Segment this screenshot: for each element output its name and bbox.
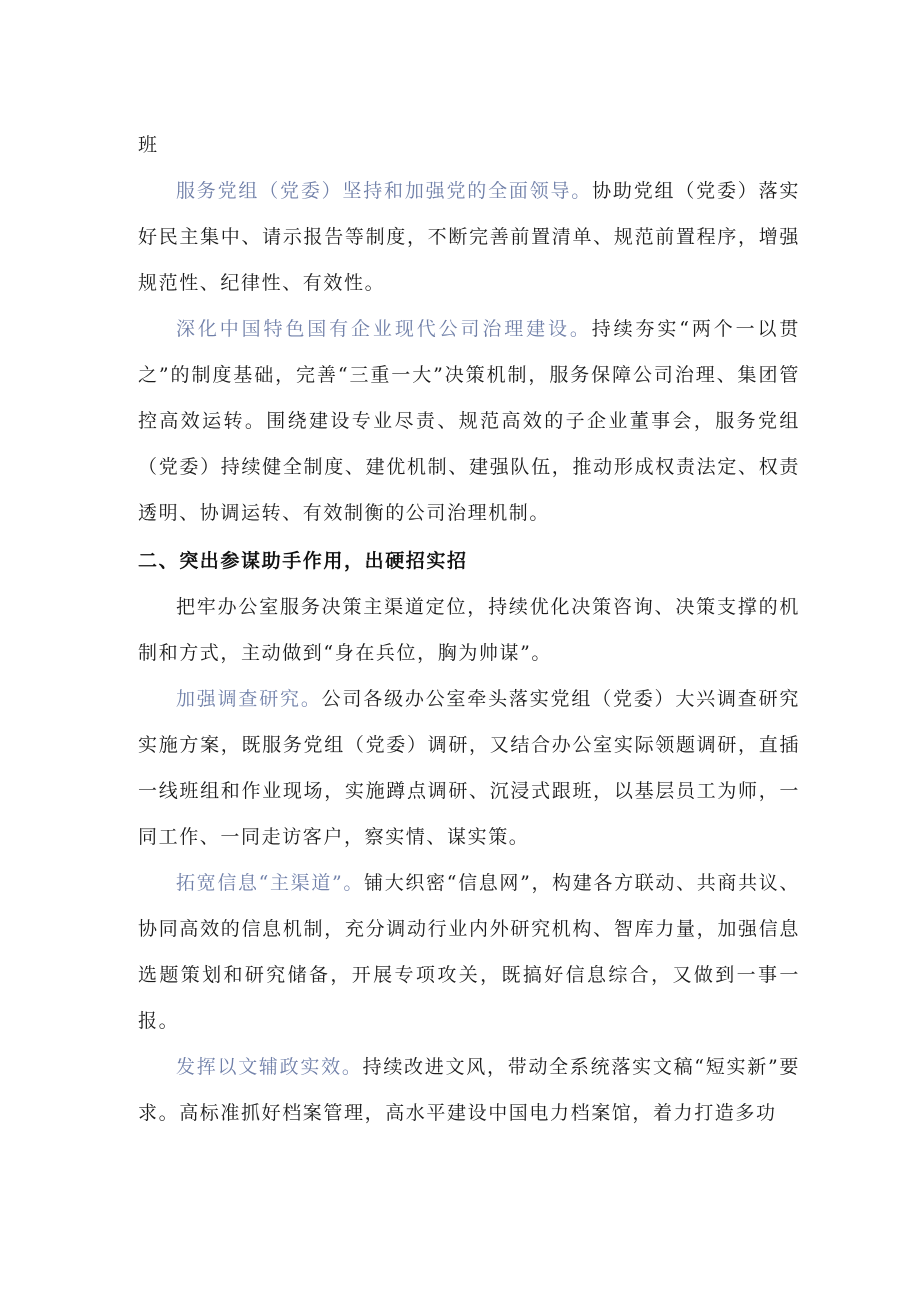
para-text: 持续夯实“两个一以贯之”的制度基础，完善“三重一大”决策机制，服务保障公司治理、集团管控高效运转。围绕建设专业尽责、规范高效的子企业董事会，服务党组（党委）持续健全制度、建优机制、建强队伍，推动形成权责法定、权责透明、协调运转、有效制衡的公司治理机制。 [138,318,800,524]
para-text: 把牢办公室服务决策主渠道定位，持续优化决策咨询、决策支撑的机制和方式，主动做到“身在兵位，胸为帅谋”。 [138,596,800,664]
para-text: 铺大织密“信息网”，构建各方联动、共商共议、协同高效的信息机制，充分调动行业内外研究机构、智库力量，加强信息选题策划和研究储备，开展专项攻关，既搞好信息综合，又做到一事一报。 [138,872,800,1032]
section-heading: 二、突出参谋助手作用，出硬招实招 [138,550,468,572]
para-text: 协助党组（党委）落实好民主集中、请示报告等制度，不断完善前置清单、规范前置程序，增强规范性、纪律性、有效性。 [138,180,800,294]
para-2 [138,306,800,536]
para-lead-phrase: 加强调查研究。 [176,688,322,710]
para-lead-phrase: 拓宽信息“主渠道”。 [176,872,365,894]
para-4 [138,584,800,676]
para-1 [138,168,800,306]
para-text: 公司各级办公室牵头落实党组（党委）大兴调查研究实施方案，既服务党组（党委）调研，又结合办公室实际领题调研，直插一线班组和作业现场，实施蹲点调研、沉浸式跟班，以基层员工为师，一同工作、一同走访客户，察实情、谋实策。 [138,688,800,848]
para-6 [138,860,800,1044]
para-5 [138,676,800,860]
para-text: 班 [138,134,159,156]
para-lead-phrase: 发挥以文辅政实效。 [176,1056,363,1078]
para-text: 持续改进文风，带动全系统落实文稿“短实新”要求。高标准抓好档案管理，高水平建设中国电力档案馆，着力打造多功 [138,1056,800,1124]
para-lead-phrase: 服务党组（党委）坚持和加强党的全面领导。 [176,180,593,202]
para-lead-phrase: 深化中国特色国有企业现代公司治理建设。 [176,318,592,340]
para-7 [138,1044,800,1136]
para-0 [138,122,800,168]
